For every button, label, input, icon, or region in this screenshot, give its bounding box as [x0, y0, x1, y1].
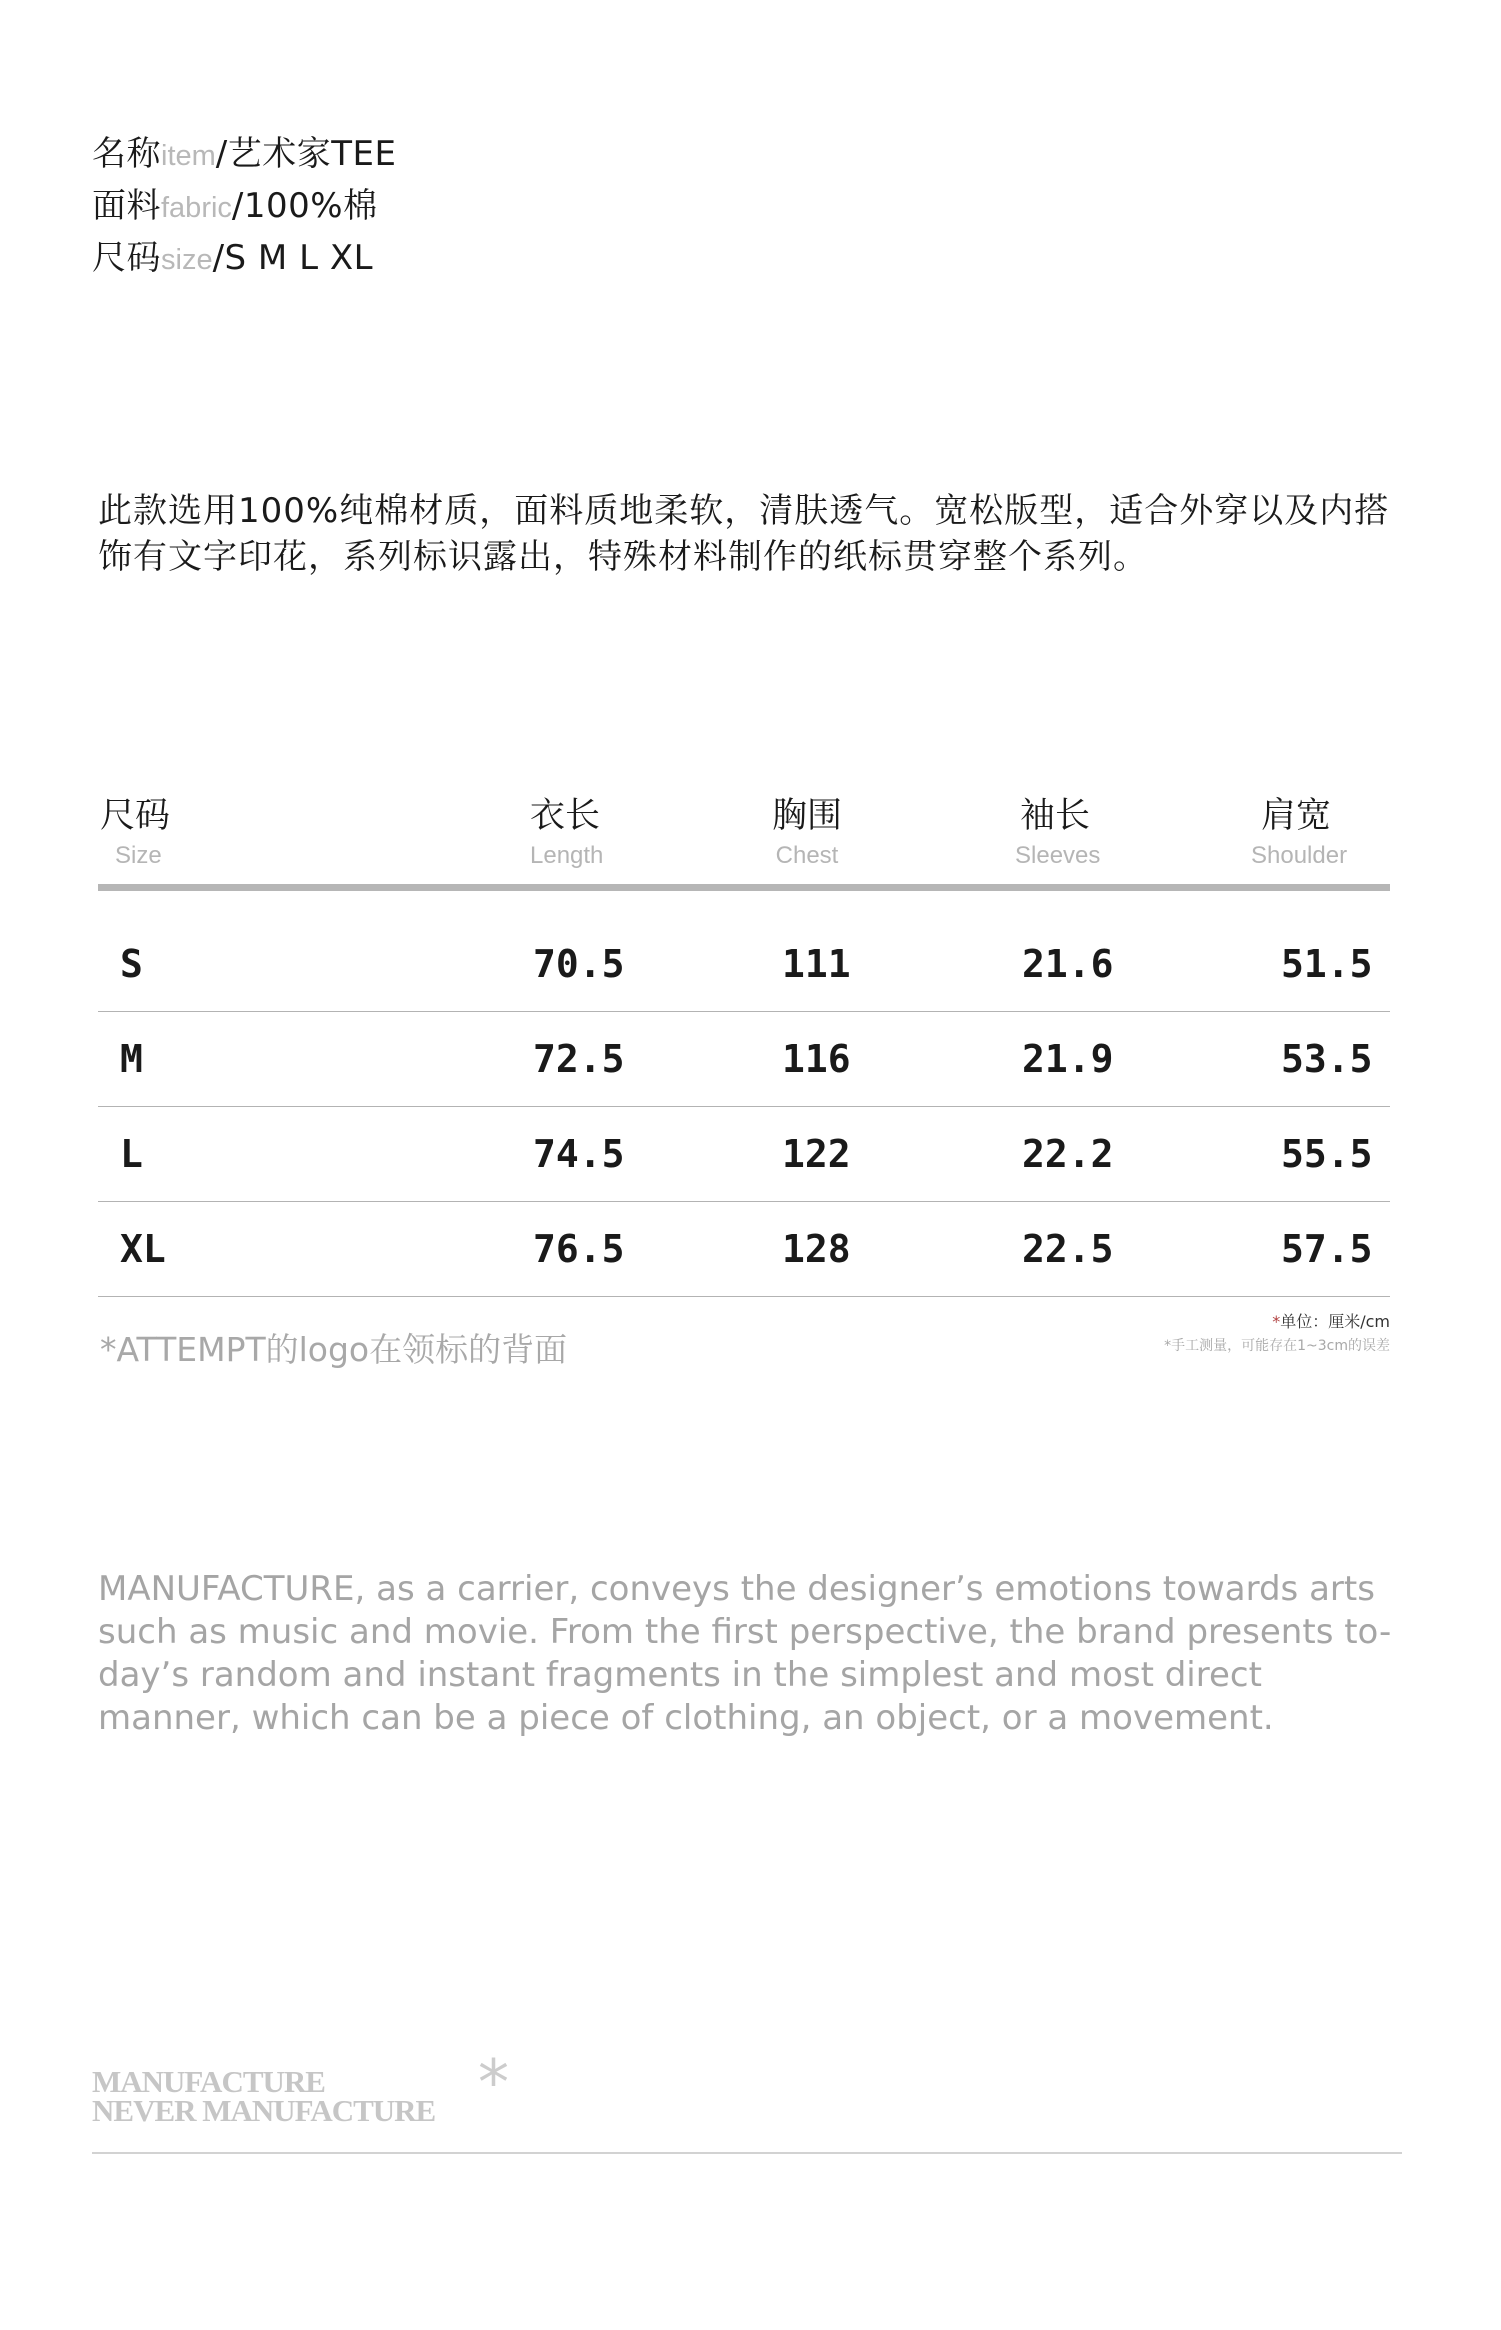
- sleeves-cell: 21.9: [1022, 1037, 1114, 1081]
- length-cell: 74.5: [533, 1132, 625, 1176]
- header-sleeves-en: Sleeves: [1015, 842, 1101, 869]
- table-row: [98, 1107, 1390, 1202]
- logo-note: *ATTEMPT的logo在领标的背面: [100, 1330, 568, 1369]
- spec-item-label: 名称: [92, 134, 161, 174]
- spec-fabric-label: 面料: [92, 186, 161, 226]
- size-cell: L: [120, 1132, 143, 1176]
- spec-size: [92, 238, 373, 280]
- header-size-en: Size: [115, 842, 162, 869]
- asterisk-icon: *: [478, 2046, 509, 2119]
- brand-statement: [98, 1568, 1398, 1740]
- length-cell: 72.5: [533, 1037, 625, 1081]
- brand-line: day’s random and instant fragments in the simplest and most direct: [98, 1655, 1262, 1695]
- header-length-cn: 衣长: [530, 796, 601, 836]
- sleeves-cell: 22.5: [1022, 1227, 1114, 1271]
- shoulder-cell: 57.5: [1281, 1227, 1373, 1271]
- spec-item-en: item: [161, 140, 216, 172]
- sleeves-cell: 22.2: [1022, 1132, 1114, 1176]
- brand-line: manner, which can be a piece of clothing, an object, or a movement.: [98, 1698, 1274, 1738]
- product-description: [98, 488, 1418, 580]
- chest-cell: 122: [782, 1132, 851, 1176]
- brand-line: MANUFACTURE, as a carrier, conveys the designer’s emotions towards arts: [98, 1569, 1375, 1609]
- header-chest-cn: 胸围: [772, 796, 843, 836]
- footer-divider: [92, 2152, 1402, 2154]
- length-cell: 70.5: [533, 942, 625, 986]
- description-line: 此款选用100%纯棉材质，面料质地柔软，清肤透气。宽松版型，适合外穿以及内搭: [98, 491, 1390, 531]
- size-cell: XL: [120, 1227, 166, 1271]
- spec-fabric-value: /100%棉: [231, 186, 378, 226]
- header-size-cn: 尺码: [100, 796, 171, 836]
- spec-size-label: 尺码: [92, 238, 161, 278]
- sleeves-cell: 21.6: [1022, 942, 1114, 986]
- brand-line: such as music and movie. From the first perspective, the brand presents to-: [98, 1612, 1392, 1652]
- description-line: 饰有文字印花，系列标识露出，特殊材料制作的纸标贯穿整个系列。: [98, 537, 1148, 577]
- header-rule: [98, 884, 1390, 891]
- unit-star: *: [1272, 1312, 1281, 1331]
- table-row: [98, 1012, 1390, 1107]
- logo-line-1: MANUFACTURE: [92, 2064, 325, 2099]
- header-shoulder-en: Shoulder: [1251, 842, 1348, 869]
- chest-cell: 111: [782, 942, 851, 986]
- header-length: [530, 795, 604, 871]
- shoulder-cell: 51.5: [1281, 942, 1373, 986]
- table-row: [98, 1202, 1390, 1297]
- header-sleeves: [1015, 795, 1101, 871]
- header-shoulder-cn: 肩宽: [1260, 796, 1331, 836]
- spec-fabric-en: fabric: [161, 192, 232, 224]
- measure-note: *手工测量，可能存在1~3cm的误差: [1164, 1338, 1390, 1354]
- chest-cell: 128: [782, 1227, 851, 1271]
- length-cell: 76.5: [533, 1227, 625, 1271]
- header-sleeves-cn: 袖长: [1019, 796, 1090, 836]
- header-length-en: Length: [530, 842, 604, 869]
- shoulder-cell: 53.5: [1281, 1037, 1373, 1081]
- spec-size-en: size: [161, 244, 213, 276]
- unit-text: 单位：厘米/cm: [1280, 1312, 1390, 1331]
- shoulder-cell: 55.5: [1281, 1132, 1373, 1176]
- header-shoulder: [1251, 795, 1348, 871]
- size-cell: S: [120, 942, 143, 986]
- measurement-note: [1164, 1310, 1390, 1358]
- spec-item: [92, 134, 397, 176]
- table-row: [98, 917, 1390, 1012]
- spec-size-value: /S M L XL: [212, 238, 374, 278]
- header-chest: [772, 795, 842, 871]
- logo-line-2: NEVER MANUFACTURE: [92, 2093, 436, 2128]
- spec-item-value: /艺术家TEE: [215, 134, 397, 174]
- chest-cell: 116: [782, 1037, 851, 1081]
- size-cell: M: [120, 1037, 143, 1081]
- unit-note: [1164, 1310, 1390, 1334]
- header-chest-en: Chest: [775, 842, 839, 869]
- header-size: [100, 795, 170, 871]
- brand-logo: [92, 2064, 436, 2128]
- spec-fabric: [92, 186, 378, 228]
